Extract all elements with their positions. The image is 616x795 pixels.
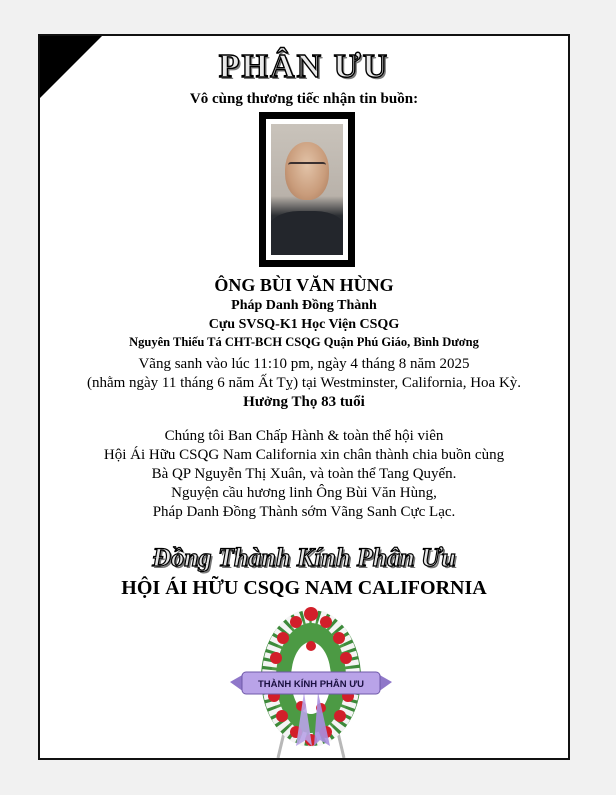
dharma-name: Pháp Danh Đồng Thành (231, 298, 377, 313)
organization-name: HỘI ÁI HỮU CSQG NAM CALIFORNIA (121, 577, 487, 599)
message-line: Pháp Danh Đồng Thành sớm Vãng Sanh Cực Lạc. (152, 504, 456, 520)
obituary-card (38, 34, 570, 760)
page-title: PHÂN ƯU (218, 48, 390, 85)
funeral-wreath-image (226, 596, 396, 758)
message-line: Bà QP Nguyễn Thị Xuân, và toàn thể Tang Quyến. (151, 466, 457, 482)
intro-text: Vô cùng thương tiếc nhận tin buồn: (189, 91, 419, 107)
passed-line-2: (nhằm ngày 11 tháng 6 năm Ất Tỵ) tại Westminster, California, Hoa Kỳ. (86, 375, 522, 391)
age-line: Hưởng Thọ 83 tuổi (243, 394, 365, 410)
portrait-photo (271, 124, 343, 255)
former-title: Nguyên Thiếu Tá CHT-BCH CSQG Quận Phú Giáo, Bình Dương (129, 335, 479, 349)
message-line: Chúng tôi Ban Chấp Hành & toàn thể hội viên (164, 428, 444, 444)
portrait-frame (259, 112, 355, 267)
message-line: Nguyện cầu hương linh Ông Bùi Văn Hùng, (171, 485, 437, 501)
passed-line-1: Vãng sanh vào lúc 11:10 pm, ngày 4 tháng 8 năm 2025 (138, 356, 470, 372)
message-line: Hội Ái Hữu CSQG Nam California xin chân thành chia buồn cùng (103, 447, 505, 463)
affiliation: Cựu SVSQ-K1 Học Viện CSQG (208, 317, 400, 332)
deceased-name: ÔNG BÙI VĂN HÙNG (214, 275, 394, 295)
wreath-ribbon-text: THÀNH KÍNH PHÂN ƯU (257, 679, 365, 690)
farewell-heading: Đồng Thành Kính Phân Ưu (152, 543, 456, 572)
